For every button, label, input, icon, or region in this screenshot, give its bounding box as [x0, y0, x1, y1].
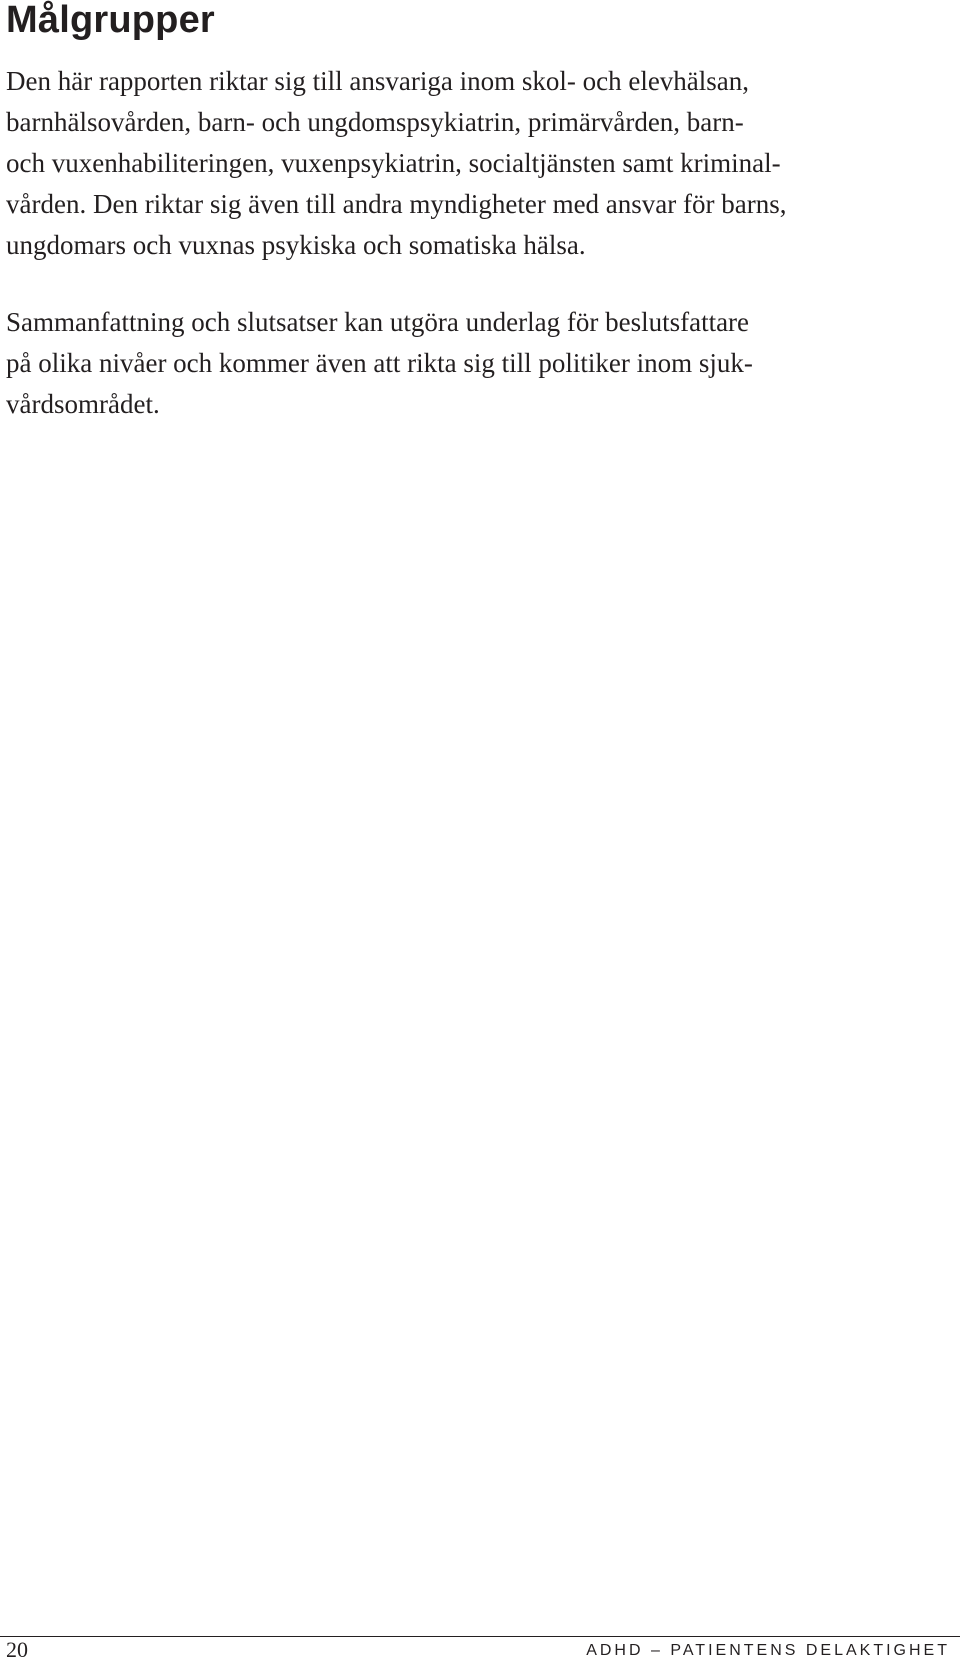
text-line: Den här rapporten riktar sig till ansvariga inom skol- och elevhälsan, — [6, 66, 750, 96]
section-heading: Målgrupper — [6, 0, 215, 41]
body-paragraph-summary-use — [6, 302, 753, 425]
text-line: på olika nivåer och kommer även att rikta sig till politiker inom sjuk- — [6, 348, 753, 378]
footer-divider — [0, 1636, 960, 1637]
text-line: ungdomars och vuxnas psykiska och somatiska hälsa. — [6, 230, 586, 260]
text-line: vårdsområdet. — [6, 389, 160, 419]
body-paragraph-target-groups — [6, 61, 786, 266]
text-line: barnhälsovården, barn- och ungdomspsykiatrin, primärvården, barn- — [6, 107, 744, 137]
running-title: ADHD – PATIENTENS DELAKTIGHET — [586, 1642, 950, 1659]
text-line: vården. Den riktar sig även till andra myndigheter med ansvar för barns, — [6, 189, 787, 219]
page-number: 20 — [6, 1637, 28, 1662]
text-line: Sammanfattning och slutsatser kan utgöra underlag för beslutsfattare — [6, 307, 750, 337]
text-line: och vuxenhabiliteringen, vuxenpsykiatrin, socialtjänsten samt kriminal- — [6, 148, 781, 178]
